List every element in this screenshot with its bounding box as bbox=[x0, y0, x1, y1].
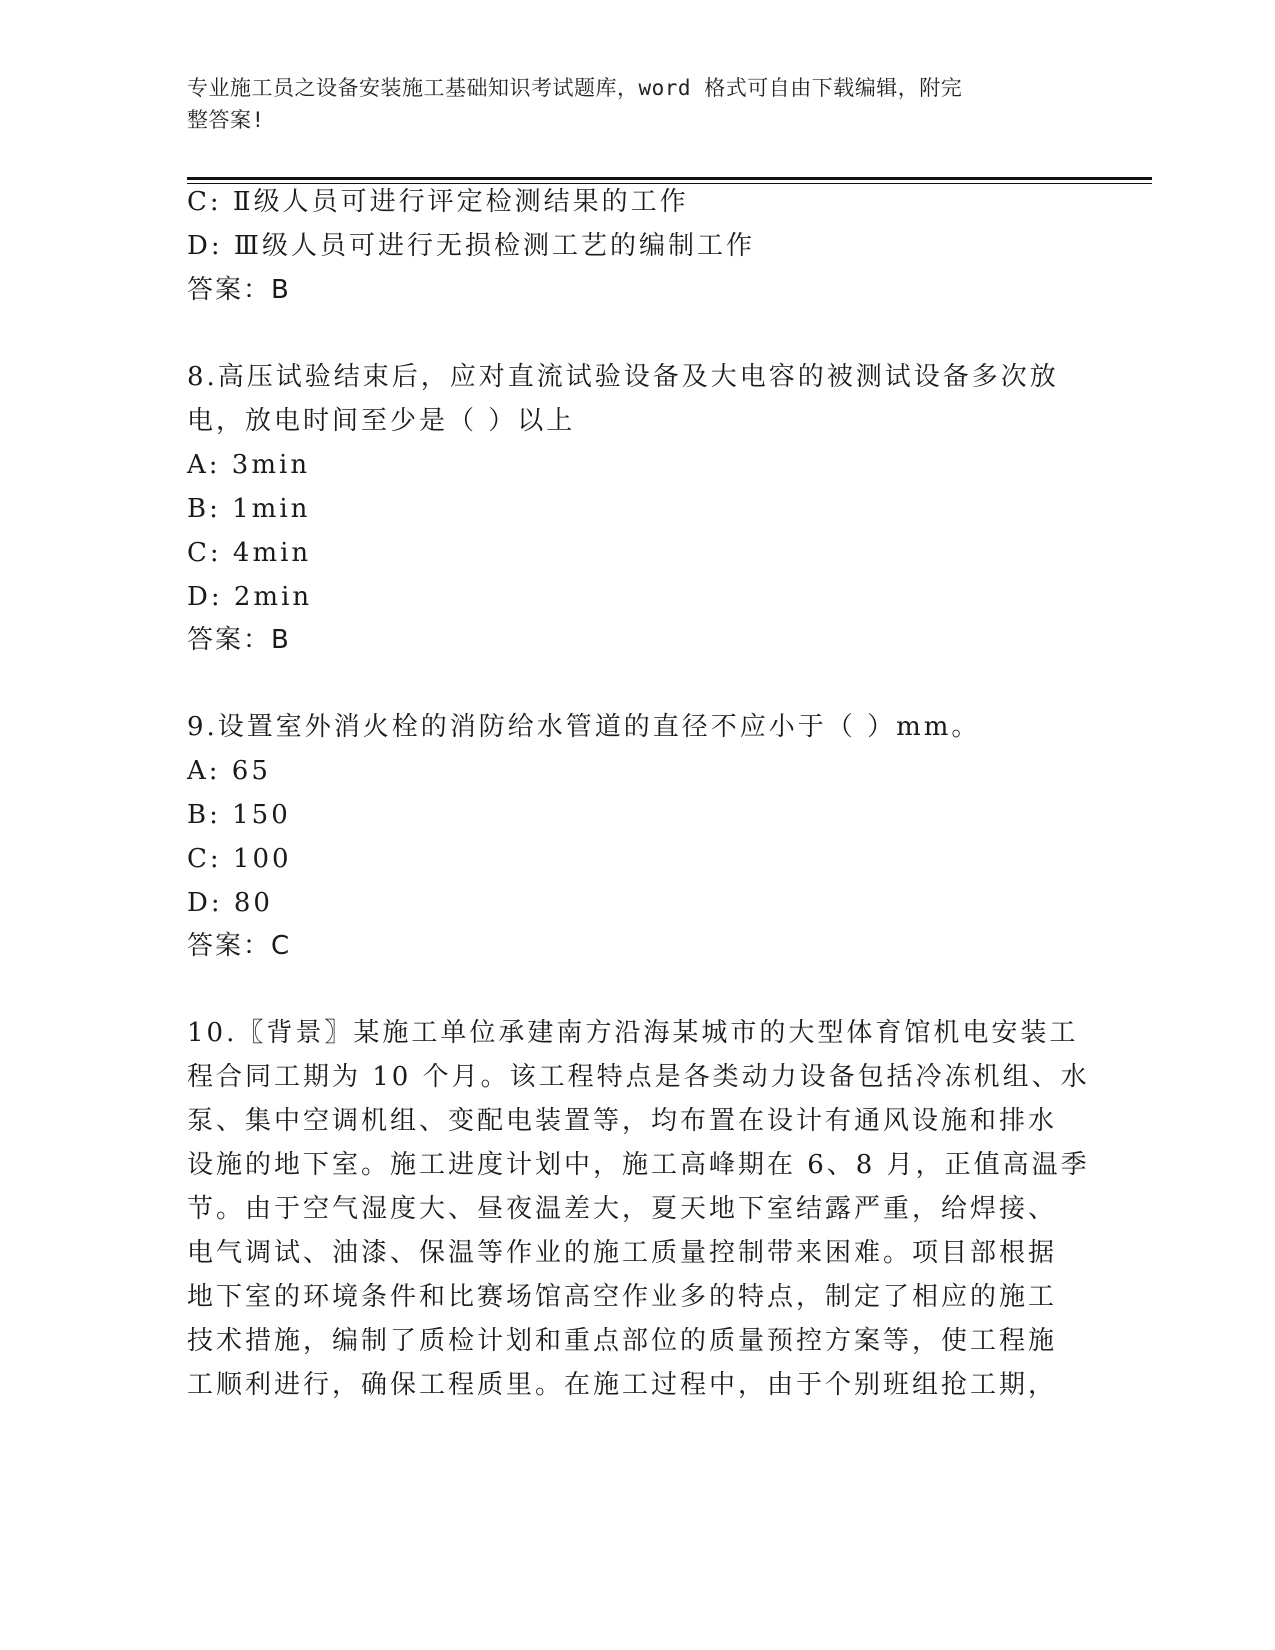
q10-line: 程合同工期为 10 个月。该工程特点是各类动力设备包括冷冻机组、水 bbox=[187, 1062, 1090, 1092]
q7-answer: 答案：B bbox=[187, 275, 291, 305]
q10-line: 地下室的环境条件和比赛场馆高空作业多的特点，制定了相应的施工 bbox=[187, 1282, 1058, 1312]
q10-line: 技术措施，编制了质检计划和重点部位的质量预控方案等，使工程施 bbox=[187, 1326, 1058, 1356]
q9-option-c: C: 100 bbox=[187, 844, 292, 874]
q10-line: 10.〖背景〗某施工单位承建南方沿海某城市的大型体育馆机电安装工 bbox=[187, 1018, 1079, 1048]
q9-option-b: B: 150 bbox=[187, 800, 291, 830]
q10-line: 设施的地下室。施工进度计划中，施工高峰期在 6、8 月，正值高温季 bbox=[187, 1150, 1090, 1180]
q7-option-d: D: Ⅲ级人员可进行无损检测工艺的编制工作 bbox=[187, 231, 755, 261]
q8-option-a: A: 3min bbox=[187, 450, 311, 480]
q10-line: 泵、集中空调机组、变配电装置等，均布置在设计有通风设施和排水 bbox=[187, 1106, 1058, 1136]
q8-answer: 答案：B bbox=[187, 625, 291, 655]
header-line-2: 整答案! bbox=[187, 108, 265, 132]
header-line-1: 专业施工员之设备安装施工基础知识考试题库，word 格式可自由下载编辑，附完 bbox=[187, 76, 963, 100]
q9-option-d: D: 80 bbox=[187, 888, 273, 918]
q8-stem-line-2: 电，放电时间至少是（ ）以上 bbox=[187, 406, 576, 436]
q8-option-b: B: 1min bbox=[187, 494, 311, 524]
q7-option-c: C: Ⅱ级人员可进行评定检测结果的工作 bbox=[187, 187, 689, 217]
q8-option-c: C: 4min bbox=[187, 538, 312, 568]
q10-line: 工顺利进行，确保工程质里。在施工过程中，由于个别班组抢工期， bbox=[187, 1370, 1058, 1400]
q8-stem-line-1: 8.高压试验结束后，应对直流试验设备及大电容的被测试设备多次放 bbox=[187, 362, 1059, 392]
q9-option-a: A: 65 bbox=[187, 756, 271, 786]
q10-line: 节。由于空气湿度大、昼夜温差大，夏天地下室结露严重，给焊接、 bbox=[187, 1194, 1058, 1224]
q9-answer: 答案：C bbox=[187, 931, 292, 961]
q10-line: 电气调试、油漆、保温等作业的施工质量控制带来困难。项目部根据 bbox=[187, 1238, 1058, 1268]
q9-stem: 9.设置室外消火栓的消防给水管道的直径不应小于（ ）mm。 bbox=[187, 712, 981, 742]
document-header bbox=[187, 72, 1067, 136]
q8-option-d: D: 2min bbox=[187, 582, 313, 612]
